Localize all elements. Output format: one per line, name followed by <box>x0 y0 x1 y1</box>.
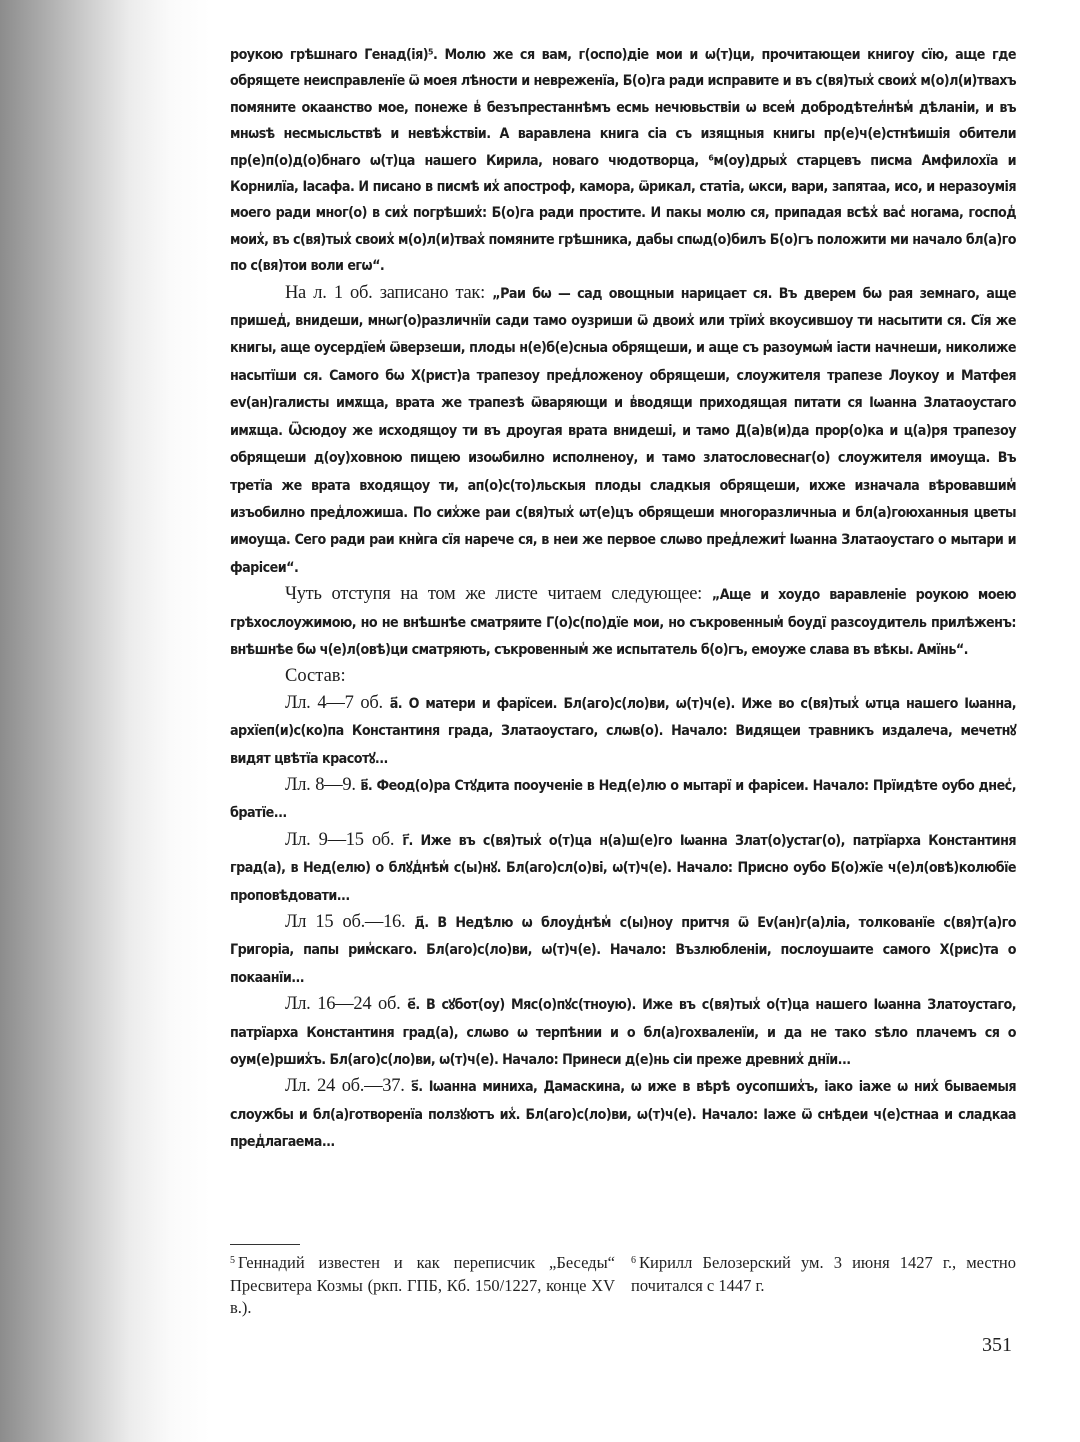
slavonic-text: в҃. Феод(о)ра Стꙋдита поoученіе в Нед(е)лю о мытарї и фарісеи. Начало: Прїидѣте оубо днес̾, братїе... <box>230 777 1016 822</box>
slavonic-text: „Раи бѡ — сад овощныи нарицает ся. Въ дверем бѡ рая земнаго, аще пришед̾, внидеши, мнѡг(о)различнїи сади тамо оузриши ѿ двоих̾ или трїих̾ вкоусившоу ти насытити ся. Сїя же книгы, аще оусердїем̾ ѿверзеши, плоды н(е)б(е)сныа обрящеши, и аще съ разоумѡм̾ іасти начнеши, николиже насытїши ся. Самого бѡ Х(рист)а трапезоу пред̾ложеноу обрящеши, слоужителя трапезе Лоукоу и Матфея еv(ан)галисты имѫща, врата же трапезѣ ѿваряющи и в̾водящи приходящая питати ся Іѡанна Златаоустаго имѫща. Ѿсюдоу же исходящоу ти въ дроугая врата внидеші, и тамо Д(а)в(и)да прор(о)ка и ц(а)ря трапезоу обрящеши д(оу)ховною пищею изоѡбилно исполненоу, и тамо златословеснаг(о) слоужителя имоуща. Въ третїа же врата входящоу ти, ап(о)с(то)льскыя плоды сладкыя обрящеши, ихже изначала вѣровавшим̾ изъобилно пред̾ложиша. По сих̾же раи с(вя)тых̾ ѡт(е)цъ обрящеши многоразличныа и бл(а)гоюханныя цветы имоуща. Сего ради раи кнѝга сїя нарече ся, в неи же первое слѡво пред̾лежит̾ Іѡанна Златаоустаго о мытари и фарісеи“. <box>230 285 1016 576</box>
contents-entry <box>230 991 1016 1073</box>
slavonic-text: „Аще и хоудо варавленіе роукою моею грѣхослоужимою, но не внѣшнѣе сматряите Г(о)с(по)дїе мои, но съкровенным̾ боудї разсоудитель прилѣженъ: внѣшнѣе бѡ ч(е)л(овѣ)ци сматряють, съкровенным̾ же испытатель б(о)гъ, емоуже слава въ вѣкы. Амїнь“. <box>230 587 1016 658</box>
paragraph-colophon <box>230 42 1016 280</box>
modern-text: На л. 1 об. записано так: <box>285 282 493 303</box>
folio-range: Лл. 4—7 об. <box>285 692 390 713</box>
slavonic-text: е҃. В сꙋбот(оу) Мяс(о)пꙋс(тноую). Иже въ с(вя)тых̾ о(т)ца нашего Іѡанна Златоустаго, патрїарха Константиня град(а), слѡво ѡ терпѣнии и о бл(а)гохваленїи, и да не тако ѕѣло плачемъ ся о оум(е)рших̾ъ. Бл(аго)с(ло)ви, ѡ(т)ч(е). Начало: Принеси д(е)нь сіи прежe древних̾ днїи... <box>230 997 1016 1069</box>
footnote-mark: 6 <box>631 1255 636 1266</box>
folio-range: Лл 15 об.—16. <box>285 912 415 932</box>
paragraph-inscription-l1 <box>230 280 1016 581</box>
footnote-6 <box>631 1250 1016 1320</box>
slavonic-text: д҃. В Недѣлю ѡ блоуд̾нѣм̾ с(ы)ноу притчя ѿ Еv(ан)г(а)ліа, толкованїе с(вя)т(а)го Григоріа, папы рим̾скаго. Бл(аго)с(ло)ви, ѡ(т)ч(е). Начало: Възлюбленіи, послоушаите самого Х(рис)та о покаанїи... <box>230 915 1016 986</box>
slavonic-text: а҃. О матери и фарїсеи. Бл(аго)с(ло)ви, ѡ(т)ч(е). Иже во с(вя)тых̾ ѡтца нашего Іѡанна, архїеп(и)с(ко)па Константиня града, Златаоустаго, слѡв(о). Начало: Видящеи травникъ издалеча, мечетнꙋ видят цвѣтїа красотꙋ... <box>230 695 1017 767</box>
contents-entry <box>230 772 1016 827</box>
contents-heading: Состав: <box>285 666 346 687</box>
footnotes <box>230 1250 1016 1320</box>
contents-entry <box>230 909 1016 991</box>
page-body <box>230 42 1016 1156</box>
slavonic-text: ѕ҃. Іѡанна миниха, Дамаскина, ѡ иже в вѣрѣ оусопших̾ъ, іако іаже ѡ них̾ бываемыя слоужбы и бл(а)готворенїа ползꙋютъ их̾. Бл(аго)с(ло)ви, ѡ(т)ч(е). Начало: Іаже ѿ снѣдеи ч(е)стнаа и сладкаа пред̾лагаема... <box>230 1079 1016 1151</box>
footnote-divider <box>230 1244 300 1245</box>
contents-entry <box>230 690 1016 772</box>
footnote-text: Кирилл Белозерский ум. 3 июня 1427 г., местно почитался с 1447 г. <box>631 1253 1016 1295</box>
paragraph-scribe-note <box>230 581 1016 663</box>
folio-range: Лл. 8—9. <box>285 774 361 795</box>
slavonic-text: роукою грѣшнаго Генад(ія)⁵. Молю же ся вам, г(оспо)діе мои и ѡ(т)ци, прочитающеи книгоу сїю, аще где обрящете неисправленїе ѿ моея лѣности и невреженїа, Б(о)га ради исправите и въ с(вя)тых̾ своих̾ м(о)л(и)твахъ помяните окаанство мое, понеже в̾ безъпрестаннѣмъ есмь нечювьствіи ѡ всем̾ добродѣтел̾нѣм̾ дѣланіи, и въ мнѡѕѣ несмысльствѣ и невѣж̾̾ствіи. А варавлена книга сіа съ изящныя книгы пр(е)ч(е)стнѣишія обители пр(е)п(о)д(о)бнаго ѡ(т)ца нашего Кирила, новаго чюдотворца, ⁶м(оу)дрых̾ старцевъ писма Амфилохїа и Корнилїа, Іасафа. И писано в писмѣ их̾ апостроф, камора, ѿрикал, статіа, ѡкси, вари, запятаа, исо, и неразоумія моего ради мног(о) в сих̾ погрѣших̾: Б(о)га ради простите. И пакы молю ся, припадая всѣх̾ вас̾ ногама, господ̾ моих̾, въ с(вя)тых̾ своих̾ м(о)л(и)твах̾ помяните грѣшника, дабы спѡд(о)билъ Б(о)гъ положити ми начало бл(а)го по с(вя)тои воли егѡ“. <box>230 47 1016 275</box>
contents-entry <box>230 827 1016 909</box>
page-number: 351 <box>982 1334 1012 1356</box>
slavonic-text: г҃. Иже въ с(вя)тых̾ о(т)ца н(а)ш(е)го Іѡанна Злат(о)устаг(о), патрїарха Константиня град(а), в Нед(елю) о блꙋд̾нѣм̾ с(ы)нꙋ. Бл(аго)сл(о)ві, ѡ(т)ч(е). Начало: Присно оубо Б(о)жїе ч(е)л(овѣ)колюбїе проповѣдовати... <box>230 832 1016 904</box>
footnote-text: Геннадий известен и как переписчик „Беседы“ Пресвитера Козмы (ркп. ГПБ, Кб. 150/1227, конце XV в.). <box>230 1253 615 1317</box>
modern-text: Чуть отступя на том же листе читаем следующее: <box>285 584 712 605</box>
folio-range: Лл. 24 об.—37. <box>285 1076 412 1097</box>
footnote-mark: 5 <box>230 1255 235 1266</box>
footnote-5 <box>230 1250 615 1320</box>
contents-entry <box>230 1073 1016 1155</box>
folio-range: Лл. 16—24 об. <box>285 994 408 1015</box>
folio-range: Лл. 9—15 об. <box>285 829 403 850</box>
